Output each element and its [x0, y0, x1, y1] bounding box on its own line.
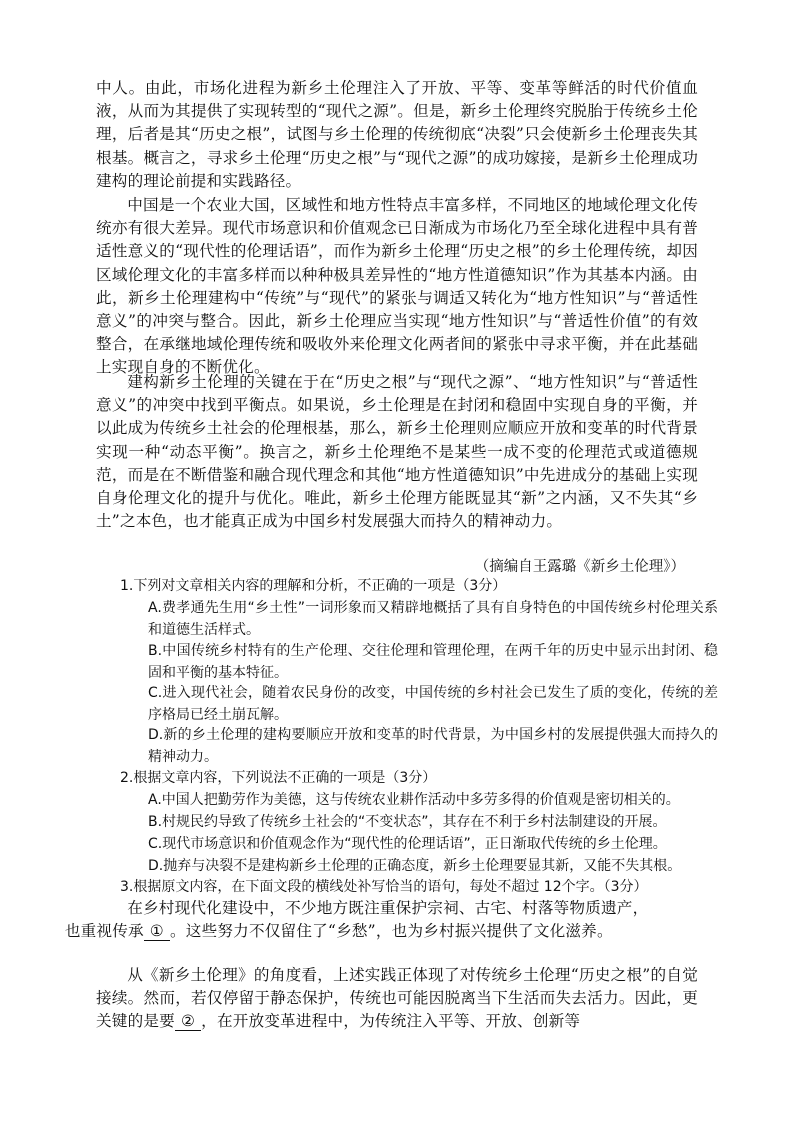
question-2-option-b: B.村规民约导致了传统乡土社会的“不变状态”，其存在不利于乡村法制建设的开展。	[148, 814, 667, 830]
question-1-option-b: B.中国传统乡村特有的生产伦理、交往伦理和管理伦理，在两千年的历史中显示出封闭、稳固和平衡的基本特征。	[148, 643, 718, 681]
question-2-option-c: C.现代市场意识和价值观念作为“现代性的伦理话语”，正日渐取代传统的乡土伦理。	[148, 836, 667, 852]
answer-blank-1[interactable]: ①	[144, 922, 170, 941]
question-3-line-2-suffix: 。这些努力不仅留住了“乡愁”，也为乡村振兴提供了文化滋养。	[169, 922, 613, 941]
answer-blank-2[interactable]: ②	[175, 1012, 201, 1031]
question-3-stem: 3.根据原文内容，在下面文段的横线处补写恰当的语句，每处不超过 12个字。（3分）	[120, 879, 648, 895]
question-2-option-d: D.抛弃与决裂不是建构新乡土伦理的正确态度，新乡土伦理要显其新，又能不失其根。	[148, 858, 682, 874]
question-2-option-a: A.中国人把勤劳作为美德，这与传统农业耕作活动中多劳多得的价值观是密切相关的。	[148, 792, 680, 808]
question-1-option-c: C.进入现代社会，随着农民身份的改变，中国传统的乡村社会已发生了质的变化，传统的差序格局已经土崩瓦解。	[148, 685, 718, 723]
question-3-paragraph-2-prefix: 从《新乡土伦理》的角度看，上述实践正体现了对传统乡土伦理“历史之根”的自觉接续。然而，若仅停留于静态保护，传统也可能因脱离当下生活而失去活力。因此，更关键的是要	[96, 966, 698, 1031]
question-1-stem: 1.下列对文章相关内容的理解和分析，不正确的一项是（3分）	[120, 578, 507, 594]
passage-paragraph-3: 建构新乡土伦理的关键在于在“历史之根”与“现代之源”、“地方性知识”与“普适性意义”的冲突中找到平衡点。如果说，乡土伦理是在封闭和稳固中实现自身的平衡，并以此成为传统乡土社会的伦理根基，那么，新乡土伦理则应顺应开放和变革的时代背景实现一种“动态平衡”。换言之，新乡土伦理绝不是某些一成不变的伦理范式或道德规范，而是在不断借鉴和融合现代理念和其他“地方性道德知识”中先进成分的基础上实现自身伦理文化的提升与优化。唯此，新乡土伦理方能既显其“新”之内涵，又不失其“乡土”之本色，也才能真正成为中国乡村发展强大而持久的精神动力。	[96, 373, 698, 531]
question-3-line-1: 在乡村现代化建设中，不少地方既注重保护宗祠、古宅、村落等物质遗产，	[127, 899, 649, 917]
question-2-stem: 2.根据文章内容，下列说法不正确的一项是（3分）	[120, 770, 437, 786]
question-3-line-2-prefix: 也重视传承	[64, 922, 144, 941]
question-3-passage-1	[64, 897, 698, 943]
question-3-paragraph-2-suffix: ，在开放变革进程中，为传统注入平等、开放、创新等	[201, 1012, 581, 1031]
question-1-option-a: A.费孝通先生用“乡土性”一词形象而又精辟地概括了具有自身特色的中国传统乡村伦理关系和道德生活样式。	[148, 600, 718, 638]
source-citation: （摘编自王露璐《新乡土伦理》）	[474, 559, 685, 575]
question-3-passage-2	[96, 964, 698, 1034]
question-1-option-d: D.新的乡土伦理的建构要顺应开放和变革的时代背景，为中国乡村的发展提供强大而持久的精神动力。	[148, 727, 718, 765]
passage-paragraph-1: 中人。由此，市场化进程为新乡土伦理注入了开放、平等、变革等鲜活的时代价值血液，从而为其提供了实现转型的“现代之源”。但是，新乡土伦理终究脱胎于传统乡土伦理，后者是其“历史之根”，试图与乡土伦理的传统彻底“决裂”只会使新乡土伦理丧失其根基。概言之，寻求乡土伦理“历史之根”与“现代之源”的成功嫁接，是新乡土伦理成功建构的理论前提和实践路径。	[96, 79, 698, 190]
passage-paragraph-2: 中国是一个农业大国，区域性和地方性特点丰富多样，不同地区的地域伦理文化传统亦有很大差异。现代市场意识和价值观念已日渐成为市场化乃至全球化进程中具有普适性意义的“现代性的伦理话语”，而作为新乡土伦理“历史之根”的乡土伦理传统，却因区域伦理文化的丰富多样而以种种极具差异性的“地方性道德知识”作为其基本内涵。由此，新乡土伦理建构中“传统”与“现代”的紧张与调适又转化为“地方性知识”与“普适性意义”的冲突与整合。因此，新乡土伦理应当实现“地方性知识”与“普适性价值”的有效整合，在承继地域伦理传统和吸收外来伦理文化两者间的紧张中寻求平衡，并在此基础上实现自身的不断优化。	[96, 196, 698, 377]
